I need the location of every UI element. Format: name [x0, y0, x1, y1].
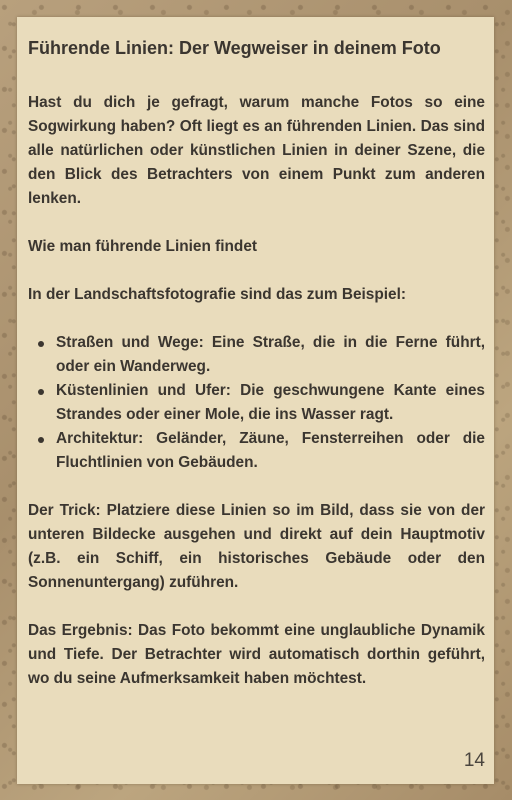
result-paragraph: Das Ergebnis: Das Foto bekommt eine unglaubliche Dynamik und Tiefe. Der Betrachter wird automatisch dorthin geführt, wo du seine Aufmerksamkeit haben möchtest. [28, 622, 485, 687]
page-number: 14 [463, 750, 485, 771]
list-item-architecture: Architektur: Geländer, Zäune, Fensterreihen oder die Fluchtlinien von Gebäuden. [28, 427, 485, 475]
list-item-roads: Straßen und Wege: Eine Straße, die in die Ferne führt, oder ein Wanderweg. [28, 331, 485, 379]
page-title: Führende Linien: Der Wegweiser in deinem Foto [28, 38, 441, 58]
list-intro-paragraph: In der Landschaftsfotografie sind das zum Beispiel: [28, 286, 406, 303]
intro-paragraph: Hast du dich je gefragt, warum manche Fotos so eine Sogwirkung haben? Oft liegt es an führenden Linien. Das sind alle natürlichen oder künstlichen Linien in deiner Szene, die den Blick des Betrachters von einem Punkt zum anderen lenken. [28, 94, 485, 207]
page-card [17, 17, 494, 784]
list-item-coastlines: Küstenlinien und Ufer: Die geschwungene Kante eines Strandes oder einer Mole, die ins Wasser ragt. [28, 379, 485, 427]
examples-list [28, 331, 485, 475]
page-content [28, 91, 485, 715]
trick-paragraph: Der Trick: Platziere diese Linien so im Bild, dass sie von der unteren Bildecke ausgehen und direkt auf dein Hauptmotiv (z.B. ein Schiff, ein historisches Gebäude oder den Sonnenuntergang) zuführen. [28, 502, 485, 591]
section-heading: Wie man führende Linien findet [28, 238, 258, 255]
